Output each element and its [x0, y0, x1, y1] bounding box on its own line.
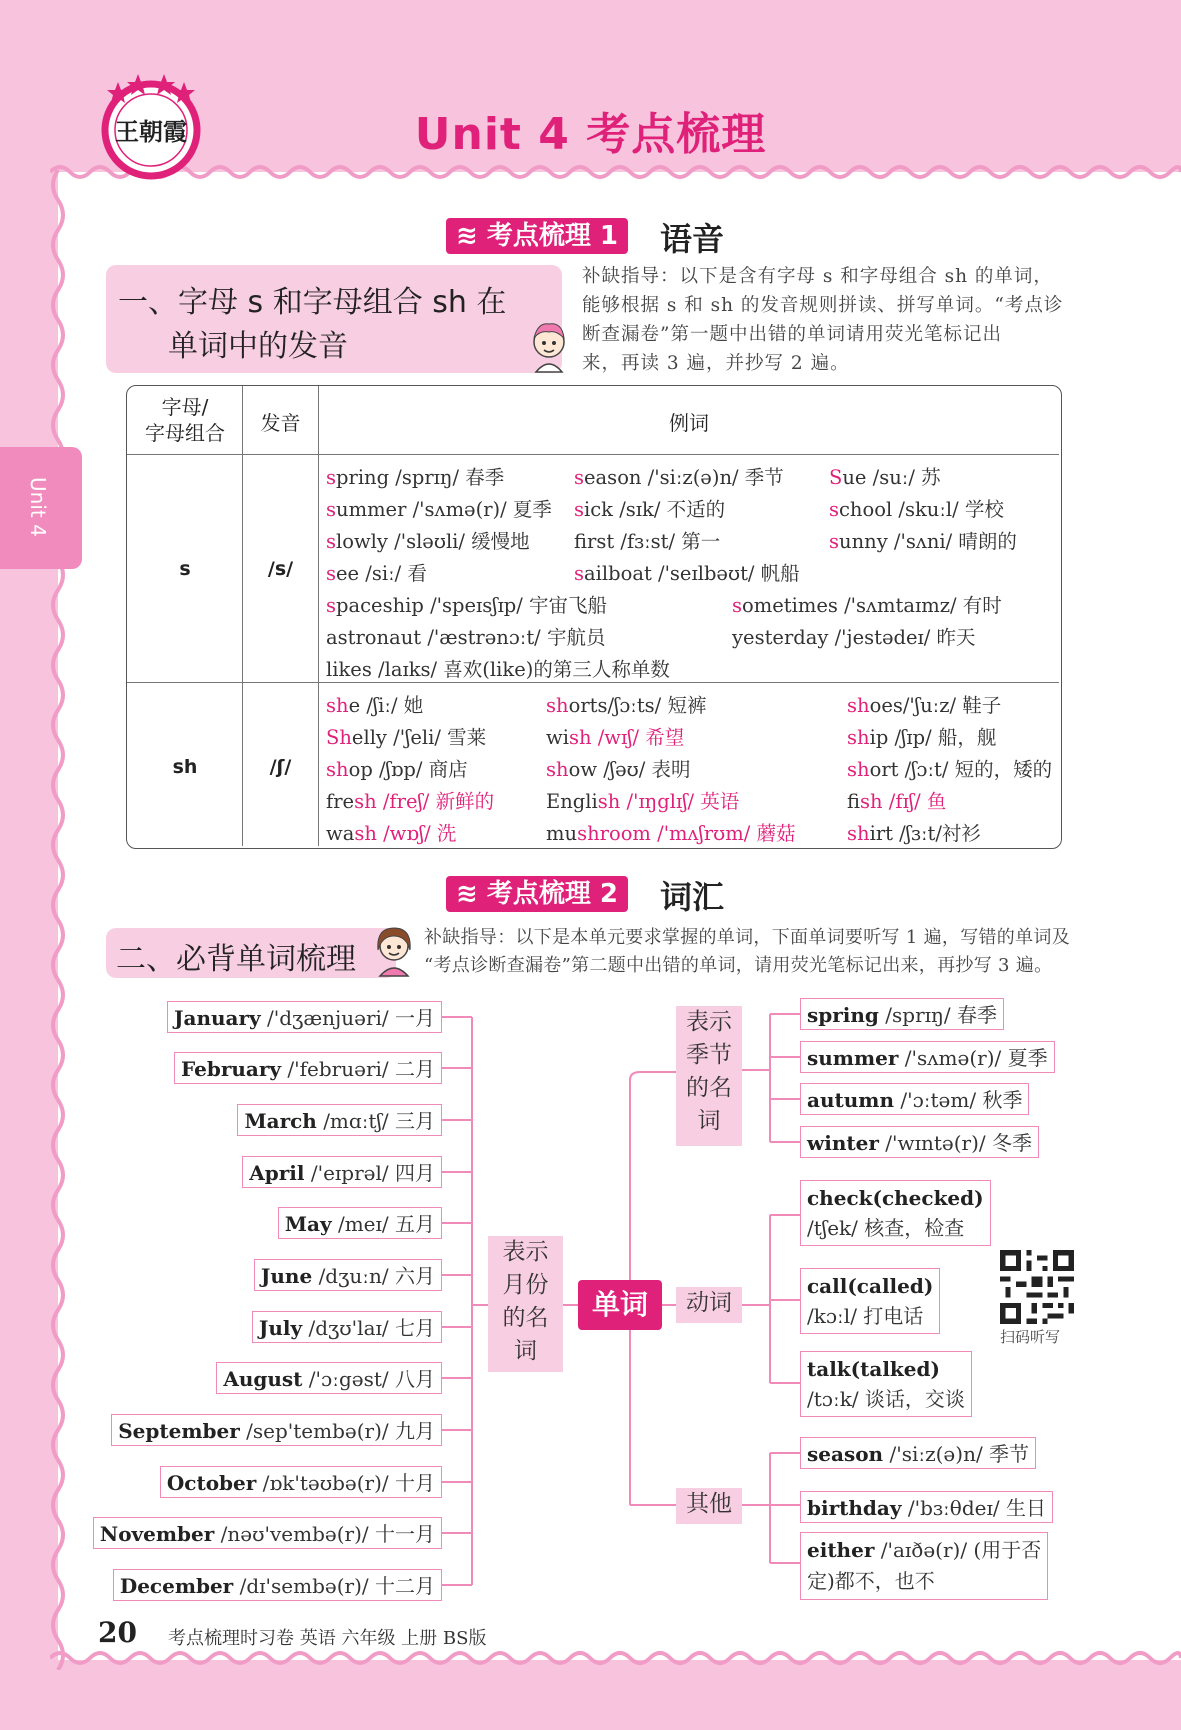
table-header-letter: 字母/ 字母组合 — [145, 395, 225, 445]
section1-heading-line2: 单词中的发音 — [168, 329, 348, 364]
example-word: sunny /'sʌni/ 晴朗的 — [829, 530, 1017, 553]
example-word: see /siː/ 看 — [326, 562, 427, 585]
example-word: summer /'sʌmə(r)/ 夏季 — [326, 498, 552, 521]
verb-check: check(checked) /tʃek/ 核查，检查 — [800, 1180, 991, 1246]
example-word: shirt /ʃɜːt/衬衫 — [847, 822, 981, 845]
season-spring: spring /sprɪŋ/ 春季 — [800, 998, 1004, 1030]
example-word: fresh /freʃ/ 新鲜的 — [326, 790, 495, 813]
verb-call: call(called) /kɔːl/ 打电话 — [800, 1268, 940, 1334]
example-word: fish /fɪʃ/ 鱼 — [847, 790, 947, 813]
table-header-sound: 发音 — [260, 411, 301, 435]
example-word: yesterday /'jestədeɪ/ 昨天 — [732, 626, 976, 649]
other-either: either /'aɪðə(r)/ (用于否 定)都不，也不 — [800, 1532, 1048, 1600]
month-november: November /nəʊ'vembə(r)/ 十一月 — [93, 1517, 442, 1549]
other-season: season /'siːz(ə)n/ 季节 — [800, 1437, 1036, 1469]
example-word: sometimes /'sʌmtaɪmz/ 有时 — [732, 594, 1002, 617]
example-word: season /'siːz(ə)n/ 季节 — [574, 466, 784, 489]
example-word: ship /ʃɪp/ 船，舰 — [847, 726, 997, 749]
section2-name: 词汇 — [660, 878, 725, 916]
example-word: sick /sɪk/ 不适的 — [574, 498, 726, 521]
example-word: likes /laɪks/ 喜欢(like)的第三人称单数 — [326, 658, 670, 681]
month-june: June /dʒuːn/ 六月 — [254, 1259, 442, 1291]
example-word: sailboat /'seɪlbəʊt/ 帆船 — [574, 562, 800, 585]
month-march: March /mɑːtʃ/ 三月 — [237, 1104, 442, 1136]
footer-text: 考点梳理时习卷 英语 六年级 上册 BS版 — [168, 1628, 487, 1649]
month-may: May /meɪ/ 五月 — [278, 1207, 442, 1239]
example-word: mushroom /'mʌʃrʊm/ 蘑菇 — [546, 822, 796, 845]
example-word: she /ʃiː/ 她 — [326, 694, 424, 717]
example-word: short /ʃɔːt/ 短的，矮的 — [847, 758, 1053, 781]
month-december: December /dɪ'sembə(r)/ 十二月 — [113, 1569, 442, 1601]
section2-heading: 二、必背单词梳理 — [116, 942, 356, 977]
category-verbs: 动词 — [676, 1287, 742, 1323]
table-divider — [127, 682, 1059, 683]
example-word: spaceship /'speɪsʃɪp/ 宇宙飞船 — [326, 594, 608, 617]
season-summer: summer /'sʌmə(r)/ 夏季 — [800, 1041, 1055, 1073]
category-seasons: 表示 季节 的名 词 — [676, 1006, 742, 1146]
table-divider — [318, 386, 319, 846]
example-word: Sue /suː/ 苏 — [829, 466, 941, 489]
section1-heading-box — [106, 265, 562, 373]
page-number: 20 — [98, 1616, 137, 1649]
season-autumn: autumn /'ɔːtəm/ 秋季 — [800, 1083, 1029, 1115]
section1-heading-line1: 一、字母 s 和字母组合 sh 在 — [118, 285, 507, 320]
page-title: Unit 4 考点梳理 — [414, 109, 767, 160]
category-months: 表示 月份 的名 词 — [488, 1236, 563, 1372]
example-word: show /ʃəʊ/ 表明 — [546, 758, 691, 781]
example-word: spring /sprɪŋ/ 春季 — [326, 466, 505, 489]
example-word: slowly /'sləʊli/ 缓慢地 — [326, 530, 530, 553]
section2-note: 补缺指导：以下是本单元要求掌握的单词，下面单词要听写 1 遍，写错的单词及 “考点诊断查漏卷”第二题中出错的单词，请用荧光笔标记出来，再抄写 3 遍。 — [424, 927, 1070, 976]
verb-talk: talk(talked) /tɔːk/ 谈话，交谈 — [800, 1351, 972, 1417]
month-february: February /'februəri/ 二月 — [174, 1052, 442, 1084]
row-sound-sh: /ʃ/ — [269, 756, 292, 778]
example-word: wish /wɪʃ/ 希望 — [546, 726, 685, 749]
example-word: wash /wɒʃ/ 洗 — [326, 822, 457, 845]
month-july: July /dʒʊ'laɪ/ 七月 — [252, 1311, 442, 1343]
example-word: shorts/ʃɔːts/ 短裤 — [546, 694, 707, 717]
row-sound-s: /s/ — [267, 558, 294, 580]
example-word: school /skuːl/ 学校 — [829, 498, 1004, 521]
qr-code[interactable] — [1000, 1250, 1074, 1324]
month-september: September /sep'tembə(r)/ 九月 — [111, 1414, 442, 1446]
month-april: April /'eɪprəl/ 四月 — [242, 1156, 442, 1188]
unit-side-tab[interactable]: Unit 4 — [0, 447, 82, 569]
wave-border-top — [50, 160, 1181, 184]
qr-caption: 扫码听写 — [1000, 1328, 1061, 1346]
svg-text:王朝霞: 王朝霞 — [115, 117, 187, 146]
month-august: August /'ɔːgəst/ 八月 — [216, 1362, 442, 1394]
cartoon-kid-icon — [526, 318, 572, 374]
section1-note: 补缺指导：以下是含有字母 s 和字母组合 sh 的单词， 能够根据 s 和 sh 的发音规则拼读、拼写单词。“考点诊 断查漏卷”第一题中出错的单词请用荧光笔标记出 来，再读 3 遍，并抄写 2 遍。 — [582, 266, 1064, 374]
example-word: English /'ɪŋglɪʃ/ 英语 — [546, 790, 740, 813]
section2-badge: ≋ 考点梳理 2 — [446, 876, 628, 912]
section2-heading-box — [106, 928, 396, 978]
cartoon-girl-icon — [372, 922, 416, 978]
mindmap-hub: 单词 — [578, 1280, 662, 1330]
example-word: Shelly /'ʃeli/ 雪莱 — [326, 726, 487, 749]
table-header-examples: 例词 — [669, 411, 709, 435]
example-word: shop /ʃɒp/ 商店 — [326, 758, 468, 781]
section1-badge: ≋ 考点梳理 1 — [446, 218, 628, 254]
section1-name: 语音 — [660, 220, 725, 258]
table-divider — [127, 454, 1059, 455]
row-letter-sh: sh — [172, 756, 198, 778]
row-letter-s: s — [179, 558, 191, 580]
example-word: shoes/'ʃuːz/ 鞋子 — [847, 694, 1002, 717]
month-january: January /'dʒænjuəri/ 一月 — [167, 1001, 442, 1033]
category-others: 其他 — [676, 1488, 742, 1524]
example-word: first /fɜːst/ 第一 — [574, 530, 721, 553]
season-winter: winter /'wɪntə(r)/ 冬季 — [800, 1126, 1039, 1158]
other-birthday: birthday /'bɜːθdeɪ/ 生日 — [800, 1491, 1053, 1523]
month-october: October /ɒk'təʊbə(r)/ 十月 — [160, 1466, 442, 1498]
example-word: astronaut /'æstrənɔːt/ 宇航员 — [326, 626, 606, 649]
